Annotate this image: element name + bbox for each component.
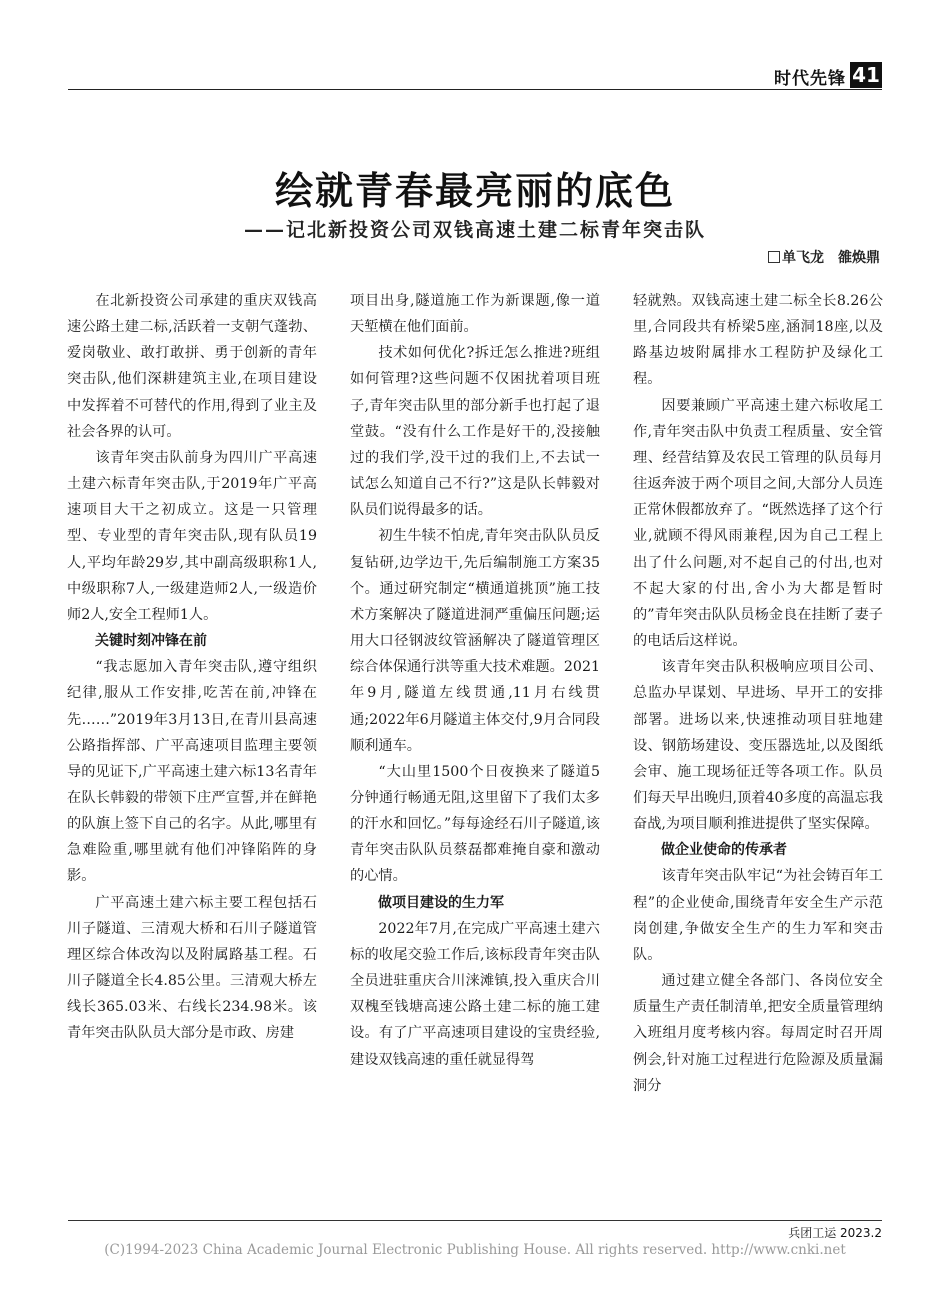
footer-rule <box>68 1220 882 1221</box>
page-header <box>68 62 882 90</box>
paragraph: 该青年突击队积极响应项目公司、总监办早谋划、早进场、早开工的安排部署。进场以来,快速推动项目驻地建设、钢筋场建设、变压器选址,以及图纸会审、施工现场征迁等各项工作。队员们每天早出晚归,顶着40多度的高温忘我奋战,为项目顺利推进提供了坚实保障。 <box>633 659 883 833</box>
section-heading: 做项目建设的生力军 <box>378 894 504 911</box>
paragraph: 项目出身,隧道施工作为新课题,像一道天堑横在他们面前。 <box>350 293 600 336</box>
column-2 <box>350 288 600 1073</box>
paragraph: 该青年突击队牢记“为社会铸百年工程”的企业使命,围绕青年安全生产示范岗创建,争做安全生产的生力军和突击队。 <box>633 868 883 963</box>
copyright-notice: (C)1994-2023 China Academic Journal Electronic Publishing House. All rights reserved. http://www.cnki.net <box>104 1242 846 1258</box>
paragraph: 2022年7月,在完成广平高速土建六标的收尾交验工作后,该标段青年突击队全员进驻重庆合川涞滩镇,投入重庆合川双槐至钱塘高速公路土建二标的施工建设。有了广平高速项目建设的宝贵经验,建设双钱高速的重任就显得驾 <box>350 920 600 1068</box>
paragraph: 因要兼顾广平高速土建六标收尾工作,青年突击队中负责工程质量、安全管理、经营结算及农民工管理的队员每月往返奔波于两个项目之间,大部分人员连正常休假都放弃了。“既然选择了这个行业,就顾不得风雨兼程,因为自己工程上出了什么问题,对不起自己的付出,也对不起大家的付出,舍小为大都是暂时的”青年突击队队员杨金良在挂断了妻子的电话后这样说。 <box>633 397 883 650</box>
page-number: 41 <box>850 62 882 88</box>
paragraph: 该青年突击队前身为四川广平高速土建六标青年突击队,于2019年广平高速项目大干之初成立。这是一只管理型、专业型的青年突击队,现有队员19人,平均年龄29岁,其中副高级职称1人,中级职称7人,一级建造师2人,一级造价师2人,安全工程师1人。 <box>67 449 317 623</box>
paragraph: “我志愿加入青年突击队,遵守组织纪律,服从工作安排,吃苦在前,冲锋在先……”2019年3月13日,在青川县高速公路指挥部、广平高速项目监理主要领导的见证下,广平高速土建六标13名青年在队长韩毅的带领下庄严宣誓,并在鲜艳的队旗上签下自己的名字。从此,哪里有急难险重,哪里就有他们冲锋陷阵的身影。 <box>67 659 317 885</box>
paragraph: 通过建立健全各部门、各岗位安全质量生产责任制清单,把安全质量管理纳入班组月度考核内容。每周定时召开周例会,针对施工过程进行危险源及质量漏洞分 <box>633 973 883 1094</box>
byline-box-icon <box>768 251 780 263</box>
byline <box>768 247 880 267</box>
column-1 <box>67 288 317 1047</box>
article-title: 绘就青春最亮丽的底色 <box>274 169 675 213</box>
section-heading: 关键时刻冲锋在前 <box>95 633 207 650</box>
paragraph: 技术如何优化?拆迁怎么推进?班组如何管理?这些问题不仅困扰着项目班子,青年突击队里的部分新手也打起了退堂鼓。“没有什么工作是好干的,没接触过的我们学,没干过的我们上,不去试一试怎么知道自己不行?”这是队长韩毅对队员们说得最多的话。 <box>350 345 600 519</box>
author-1: 单飞龙 <box>782 250 824 266</box>
column-3 <box>633 288 883 1099</box>
section-name: 时代先锋 <box>774 69 846 89</box>
paragraph: 广平高速土建六标主要工程包括石川子隧道、三清观大桥和石川子隧道管理区综合体改沟以及附属路基工程。石川子隧道全长4.85公里。三清观大桥左线长365.03米、右线长234.98米。该青年突击队队员大部分是市政、房建 <box>67 894 317 1042</box>
paragraph: “大山里1500个日夜换来了隧道5分钟通行畅通无阻,这里留下了我们太多的汗水和回忆。”每每途经石川子隧道,该青年突击队队员蔡磊都难掩自豪和激动的心情。 <box>350 763 600 885</box>
author-2: 雒焕鼎 <box>838 250 880 266</box>
section-heading: 做企业使命的传承者 <box>661 842 787 859</box>
article-subtitle: ——记北新投资公司双钱高速土建二标青年突击队 <box>243 219 706 241</box>
paragraph: 在北新投资公司承建的重庆双钱高速公路土建二标,活跃着一支朝气蓬勃、爱岗敬业、敢打敢拼、勇于创新的青年突击队,他们深耕建筑主业,在项目建设中发挥着不可替代的作用,得到了业主及社会各界的认可。 <box>67 293 317 440</box>
issue-label: 兵团工运 2023.2 <box>788 1226 882 1240</box>
paragraph: 初生牛犊不怕虎,青年突击队队员反复钻研,边学边干,先后编制施工方案35个。通过研究制定“横通道挑顶”施工技术方案解决了隧道进洞严重偏压问题;运用大口径钢波纹管涵解决了隧道管理区综合体保通行洪等重大技术难题。2021年9月,隧道左线贯通,11月右线贯通;2022年6月隧道主体交付,9月合同段顺利通车。 <box>350 528 600 754</box>
paragraph: 轻就熟。双钱高速土建二标全长8.26公里,合同段共有桥梁5座,涵洞18座,以及路基边坡附属排水工程防护及绿化工程。 <box>633 293 883 388</box>
